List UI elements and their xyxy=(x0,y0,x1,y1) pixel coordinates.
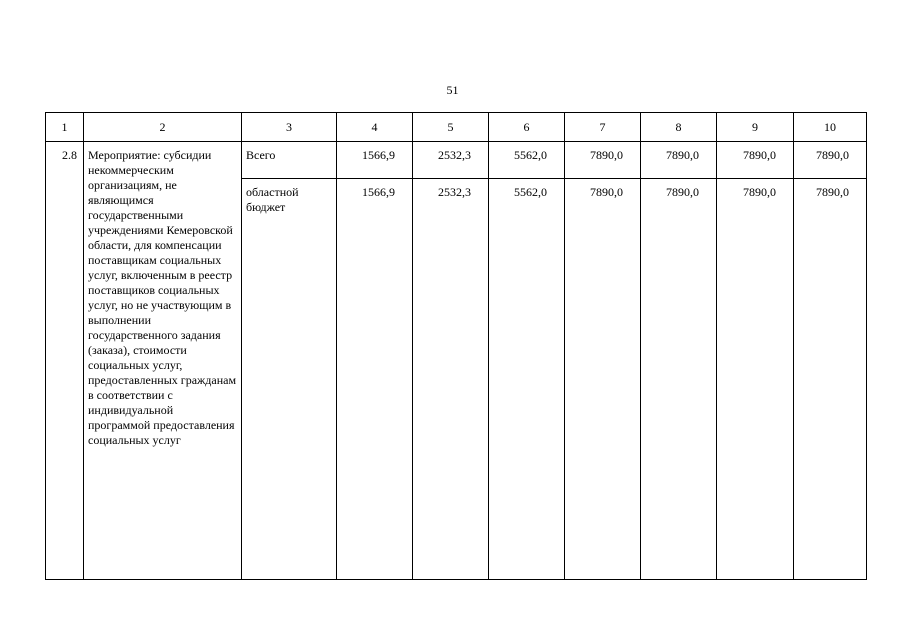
value-cell: 7890,0 xyxy=(717,142,794,179)
column-header: 5 xyxy=(413,113,489,142)
value-cell: 7890,0 xyxy=(565,142,641,179)
value-cell: 7890,0 xyxy=(641,142,717,179)
value-cell: 7890,0 xyxy=(794,142,867,179)
column-header: 9 xyxy=(717,113,794,142)
column-header: 7 xyxy=(565,113,641,142)
column-header: 1 xyxy=(46,113,84,142)
column-header: 3 xyxy=(242,113,337,142)
value-cell: 7890,0 xyxy=(641,179,717,580)
funding-source: областной бюджет xyxy=(242,179,337,580)
table-row xyxy=(46,142,867,179)
row-code: 2.8 xyxy=(46,142,84,580)
value-cell: 5562,0 xyxy=(489,142,565,179)
row-description: Мероприятие: субсидии некоммерческим организациям, не являющимся государственными учреждениями Кемеровской области, для компенсации поставщикам социальных услуг, включенным в реестр поставщиков социальных услуг, но не участвующим в выполнении государственного задания (заказа), стоимости социальных услуг, предоставленных гражданам в соответствии с индивидуальной программой предоставления социальных услуг xyxy=(84,142,242,580)
value-cell: 5562,0 xyxy=(489,179,565,580)
column-number-row xyxy=(46,113,867,142)
value-cell: 1566,9 xyxy=(337,179,413,580)
value-cell: 2532,3 xyxy=(413,179,489,580)
page-number: 51 xyxy=(446,83,459,97)
column-header: 2 xyxy=(84,113,242,142)
column-header: 6 xyxy=(489,113,565,142)
value-cell: 7890,0 xyxy=(565,179,641,580)
financing-table xyxy=(45,112,867,580)
value-cell: 1566,9 xyxy=(337,142,413,179)
value-cell: 7890,0 xyxy=(717,179,794,580)
column-header: 4 xyxy=(337,113,413,142)
column-header: 8 xyxy=(641,113,717,142)
value-cell: 2532,3 xyxy=(413,142,489,179)
value-cell: 7890,0 xyxy=(794,179,867,580)
funding-source: Всего xyxy=(242,142,337,179)
column-header: 10 xyxy=(794,113,867,142)
